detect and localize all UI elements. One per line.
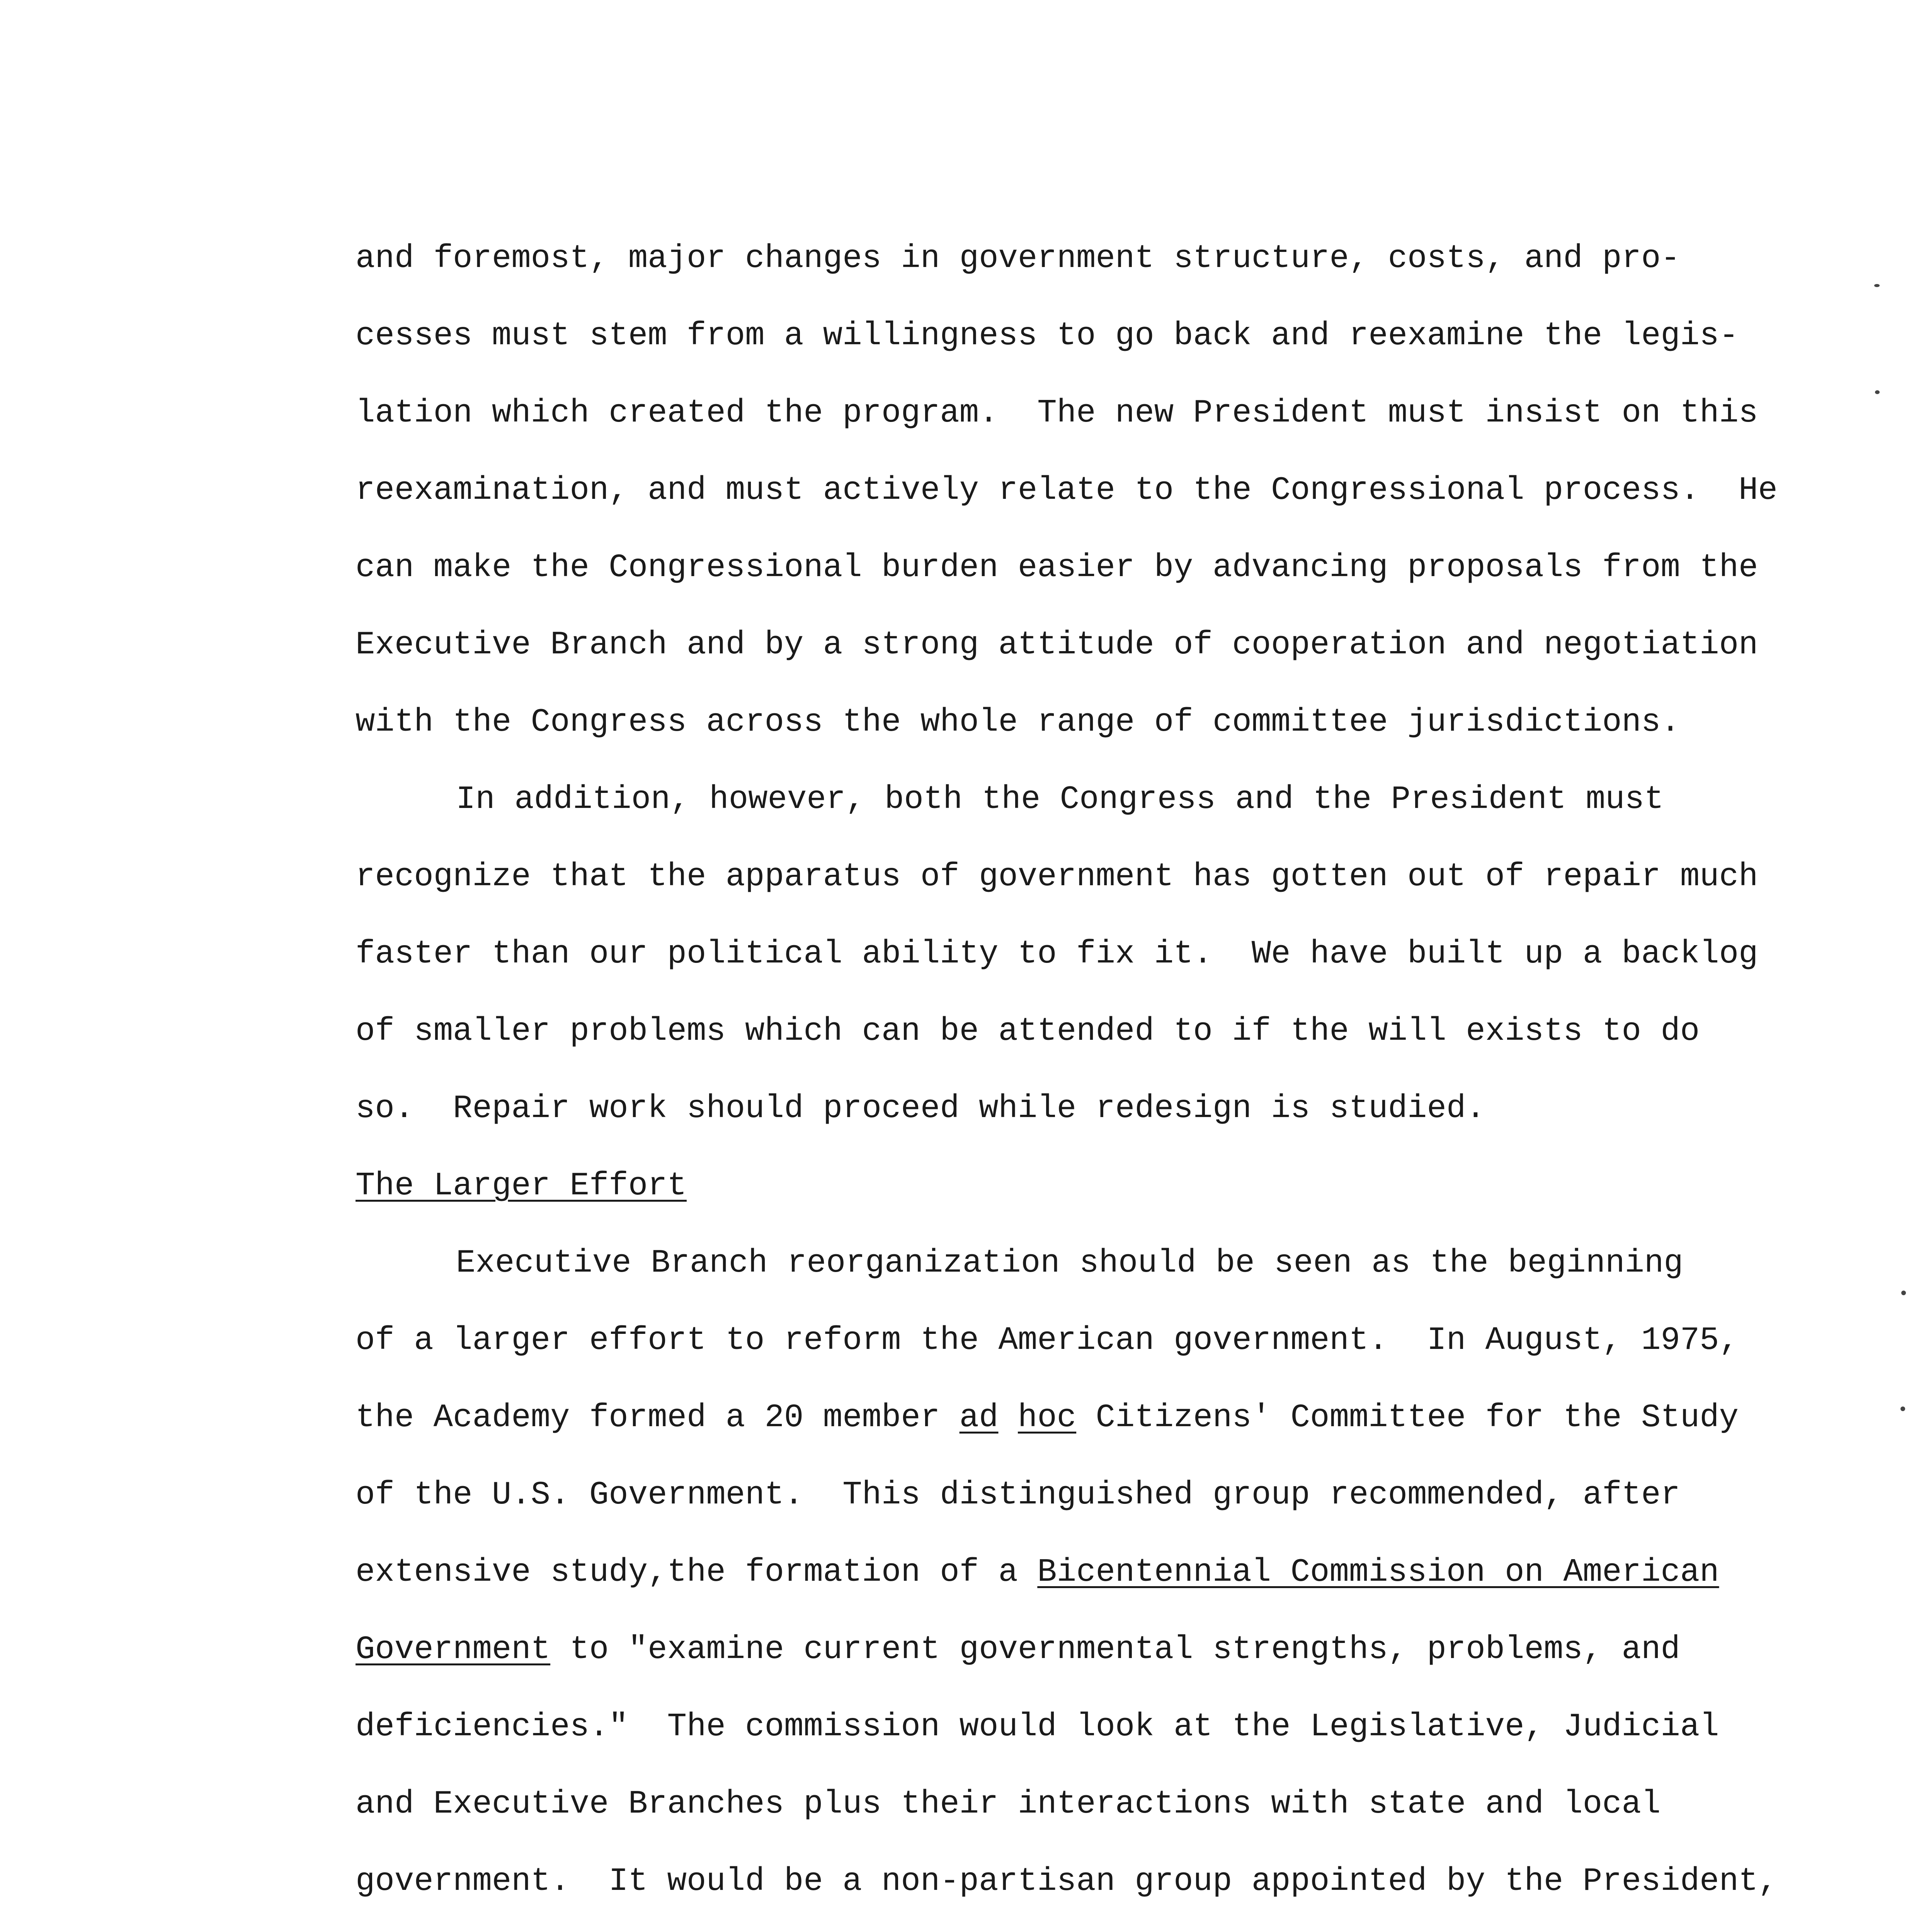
paragraph-1-line: lation which created the program. The new President must insist on this [356, 395, 1758, 432]
paragraph-2-line: faster than our political ability to fix it. We have built up a backlog [356, 936, 1758, 973]
line-text: Citizens' Committee for the Study [1076, 1400, 1739, 1436]
paragraph-3-line: government. It would be a non-partisan group appointed by the President, [356, 1863, 1778, 1900]
line-text: the Academy formed a 20 member [356, 1400, 960, 1436]
scan-speck [1875, 390, 1880, 394]
paragraph-2-line: recognize that the apparatus of government has gotten out of repair much [356, 859, 1758, 895]
scan-speck [1901, 1291, 1906, 1295]
scan-speck [1874, 284, 1880, 287]
paragraph-1-line: can make the Congressional burden easier by advancing proposals from the [356, 549, 1758, 586]
commission-name-underlined: Bicentennial Commission on American [1037, 1554, 1719, 1591]
ad-hoc-underlined: ad [959, 1400, 999, 1436]
paragraph-3-line: deficiencies." The commission would look at the Legislative, Judicial [356, 1709, 1719, 1745]
paragraph-3-line [356, 1631, 1680, 1669]
scan-speck [1900, 1406, 1905, 1411]
paragraph-3-line: of the U.S. Government. This distinguished group recommended, after [356, 1477, 1680, 1514]
line-text: extensive study,the formation of a [356, 1554, 1038, 1591]
commission-name-underlined: Government [356, 1631, 551, 1668]
paragraph-3-line: Executive Branch reorganization should be seen as the beginning [456, 1245, 1683, 1282]
paragraph-2-line: In addition, however, both the Congress and the President must [456, 781, 1664, 818]
paragraph-1-line: and foremost, major changes in government structure, costs, and pro- [356, 240, 1680, 277]
line-text [998, 1400, 1017, 1436]
paragraph-1-line: Executive Branch and by a strong attitude of cooperation and negotiation [356, 627, 1758, 663]
paragraph-1-line: with the Congress across the whole range of committee jurisdictions. [356, 704, 1680, 741]
paragraph-3-line [356, 1553, 1719, 1592]
paragraph-2-line: of smaller problems which can be attended to if the will exists to do [356, 1013, 1700, 1050]
paragraph-3-line: and Executive Branches plus their interactions with state and local [356, 1786, 1661, 1823]
paragraph-3-line: of a larger effort to reform the American government. In August, 1975, [356, 1322, 1739, 1359]
paragraph-3-line [356, 1399, 1739, 1437]
paragraph-1-line: reexamination, and must actively relate to the Congressional process. He [356, 472, 1778, 509]
paragraph-1-line: cesses must stem from a willingness to go back and reexamine the legis- [356, 318, 1739, 354]
line-text: to "examine current governmental strengths, problems, and [550, 1631, 1680, 1668]
section-heading: The Larger Effort [356, 1168, 687, 1204]
ad-hoc-underlined: hoc [1017, 1400, 1077, 1436]
paragraph-2-line: so. Repair work should proceed while redesign is studied. [356, 1090, 1485, 1127]
